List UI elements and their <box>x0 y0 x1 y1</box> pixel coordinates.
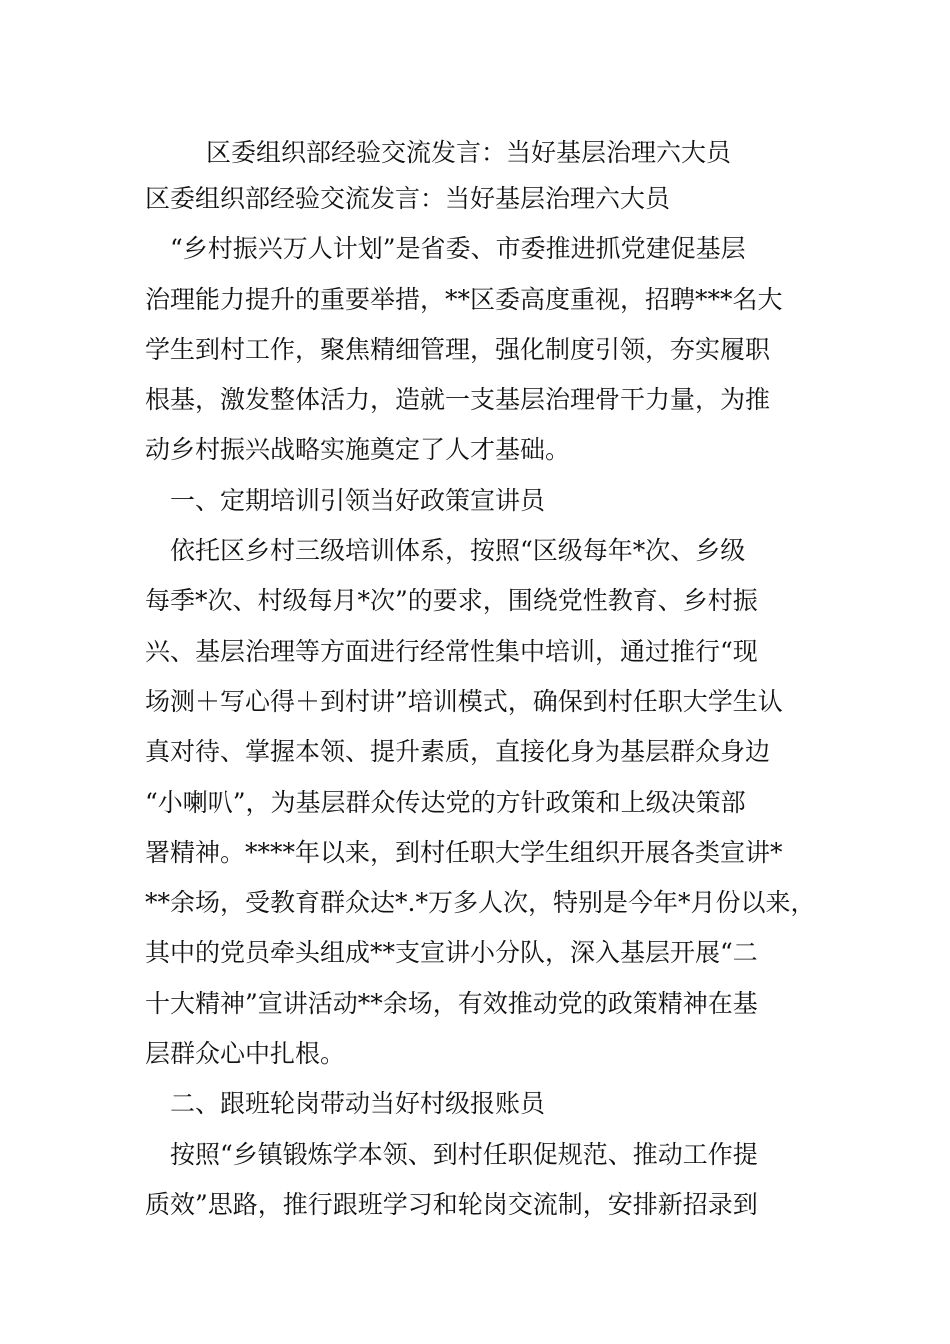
body-line: 署精神。****年以来，到村任职大学生组织开展各类宣讲* <box>145 837 783 867</box>
body-line: 十大精神”宣讲活动**余场，有效推动党的政策精神在基 <box>145 988 758 1018</box>
body-line: “小喇叭”，为基层群众传达党的方针政策和上级决策部 <box>145 787 746 817</box>
body-line: 每季*次、村级每月*次”的要求，围绕党性教育、乡村振 <box>145 586 758 616</box>
document-title: 区委组织部经验交流发言：当好基层治理六大员 <box>206 138 732 167</box>
body-line: 按照“乡镇锻炼学本领、到村任职促规范、推动工作提 <box>145 1139 758 1169</box>
document-body <box>145 174 825 1230</box>
body-line: 动乡村振兴战略实施奠定了人才基础。 <box>145 435 571 465</box>
body-line: 治理能力提升的重要举措，**区委高度重视，招聘***名大 <box>145 284 783 314</box>
body-line: 其中的党员牵头组成**支宣讲小分队，深入基层开展“二 <box>145 938 758 968</box>
body-line: 层群众心中扎根。 <box>145 1039 346 1069</box>
body-line: 场测＋写心得＋到村讲”培训模式，确保到村任职大学生认 <box>145 686 783 716</box>
body-line: 真对待、掌握本领、提升素质，直接化身为基层群众身边 <box>145 737 771 767</box>
body-line: 学生到村工作，聚焦精细管理，强化制度引领，夯实履职 <box>145 334 771 364</box>
body-line: “乡村振兴万人计划”是省委、市委推进抓党建促基层 <box>145 234 746 264</box>
section-heading: 二、跟班轮岗带动当好村级报账员 <box>145 1089 546 1119</box>
body-line: **余场，受教育群众达*.*万多人次，特别是今年*月份以来， <box>145 888 816 918</box>
section-heading: 一、定期培训引领当好政策宣讲员 <box>145 485 546 515</box>
body-line: 根基，激发整体活力，造就一支基层治理骨干力量，为推 <box>145 385 771 415</box>
body-line: 区委组织部经验交流发言：当好基层治理六大员 <box>145 184 671 213</box>
body-line: 兴、基层治理等方面进行经常性集中培训，通过推行“现 <box>145 636 758 666</box>
body-line: 质效”思路，推行跟班学习和轮岗交流制，安排新招录到 <box>145 1189 758 1219</box>
body-line: 依托区乡村三级培训体系，按照“区级每年*次、乡级 <box>145 536 746 566</box>
